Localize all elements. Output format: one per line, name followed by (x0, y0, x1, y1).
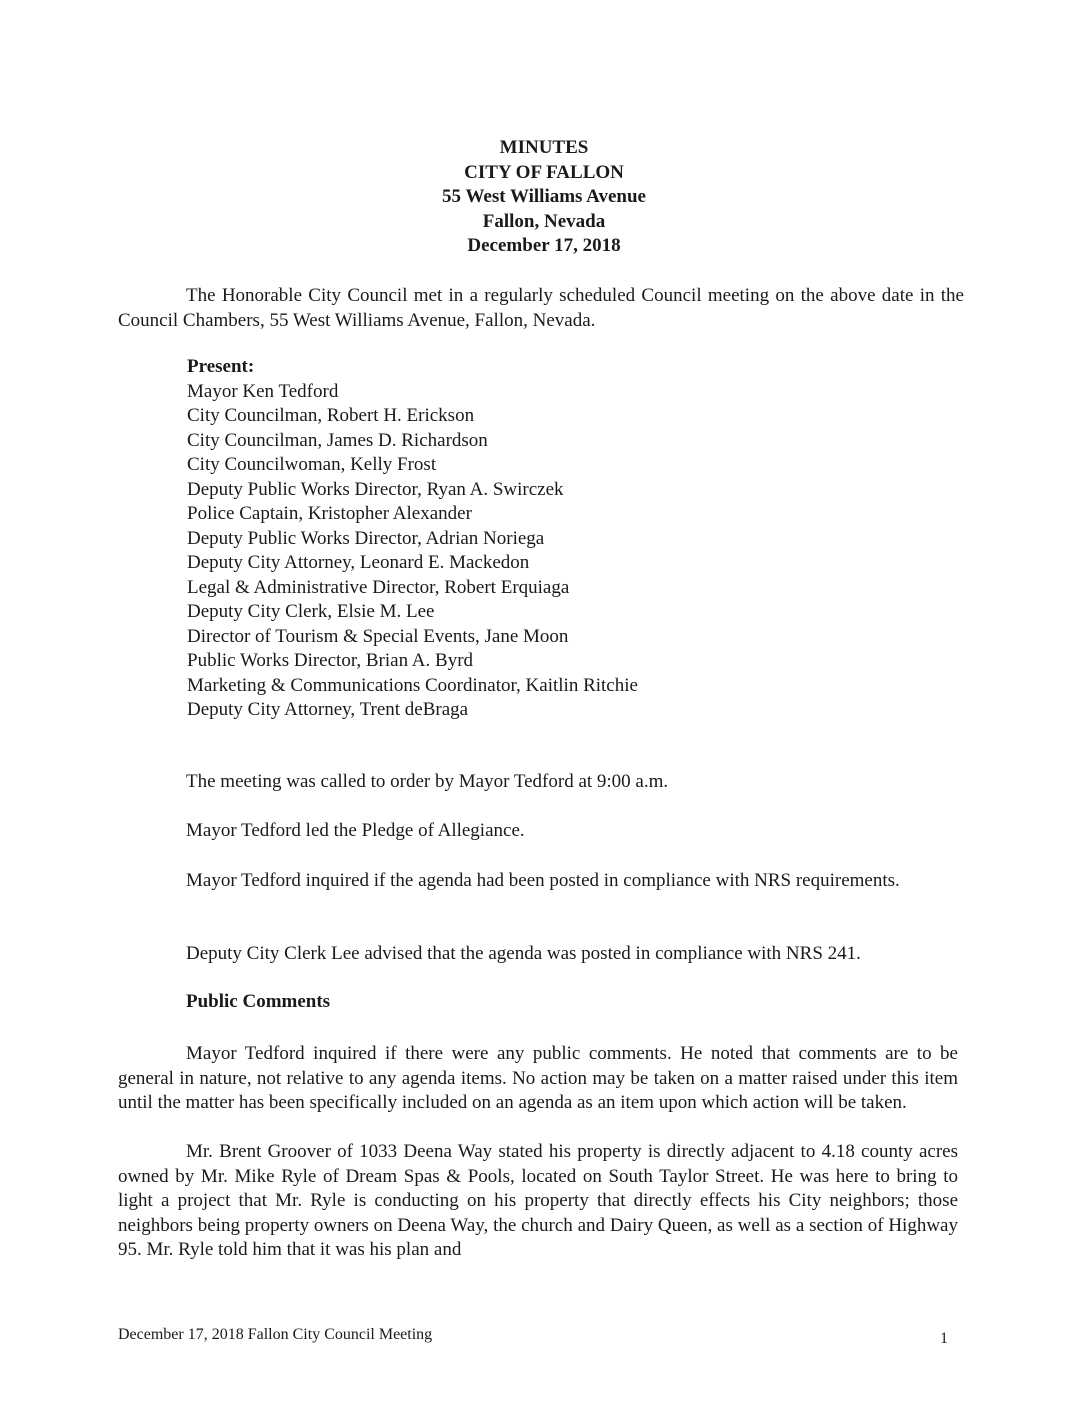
header-date: December 17, 2018 (467, 235, 621, 256)
attendee: Director of Tourism & Special Events, Jane Moon (187, 625, 569, 647)
attendee: Marketing & Communications Coordinator, Kaitlin Ritchie (187, 674, 638, 696)
attendee: Deputy City Clerk, Elsie M. Lee (187, 601, 435, 622)
attendee: City Councilman, James D. Richardson (187, 429, 488, 451)
attendee: Deputy Public Works Director, Ryan A. Swirczek (187, 478, 564, 500)
attendee: Deputy City Attorney, Trent deBraga (187, 699, 469, 720)
attendee: City Councilman, Robert H. Erickson (187, 405, 475, 426)
page-number: 1 (940, 1330, 948, 1347)
document-header (0, 136, 1088, 259)
header-title: MINUTES (499, 137, 589, 158)
agenda-inquiry-paragraph: Mayor Tedford inquired if the agenda had been posted in compliance with NRS requirements. (186, 870, 900, 891)
public-comments-intro-paragraph: Mayor Tedford inquired if there were any public comments. He noted that comments are to be general in nature, not relative to any agenda items. No action may be taken on a matter raised under this item until the matter has been specifically included on an agenda as an item upon which action will be taken. (118, 1043, 958, 1113)
groover-comment-paragraph: Mr. Brent Groover of 1033 Deena Way stated his property is directly adjacent to 4.18 county acres owned by Mr. Mike Ryle of Dream Spas & Pools, located on South Taylor Street. He was here to bring to light a project that Mr. Ryle is conducting on his property that directly effects his City neighbors; those neighbors being property owners on Deena Way, the church and Dairy Queen, as well as a section of Highway 95. Mr. Ryle told him that it was his plan and (118, 1141, 958, 1260)
attendee: Deputy Public Works Director, Adrian Noriega (187, 527, 545, 549)
footer-meeting-label: December 17, 2018 Fallon City Council Meeting (118, 1326, 433, 1343)
present-label: Present: (187, 356, 255, 377)
agenda-response-text: Deputy City Clerk Lee advised that the agenda was posted in compliance with NRS 241. (186, 943, 861, 964)
attendee: Police Captain, Kristopher Alexander (187, 503, 472, 524)
attendee: Public Works Director, Brian A. Byrd (187, 650, 474, 671)
attendance-list (187, 355, 638, 723)
header-address: 55 West Williams Avenue (442, 186, 646, 207)
header-city: CITY OF FALLON (464, 161, 624, 183)
attendee: City Councilwoman, Kelly Frost (187, 454, 437, 475)
pledge-text: Mayor Tedford led the Pledge of Allegiance. (186, 820, 525, 841)
header-location: Fallon, Nevada (482, 210, 606, 232)
attendee: Deputy City Attorney, Leonard E. Mackedon (187, 552, 530, 573)
intro-paragraph: The Honorable City Council met in a regularly scheduled Council meeting on the above date in the Council Chambers, 55 West Williams Avenue, Fallon, Nevada. (118, 285, 964, 331)
public-comments-heading: Public Comments (186, 991, 331, 1012)
call-to-order-text: The meeting was called to order by Mayor Tedford at 9:00 a.m. (186, 771, 669, 792)
attendee: Legal & Administrative Director, Robert Erquiaga (187, 576, 570, 598)
attendee: Mayor Ken Tedford (187, 380, 339, 402)
